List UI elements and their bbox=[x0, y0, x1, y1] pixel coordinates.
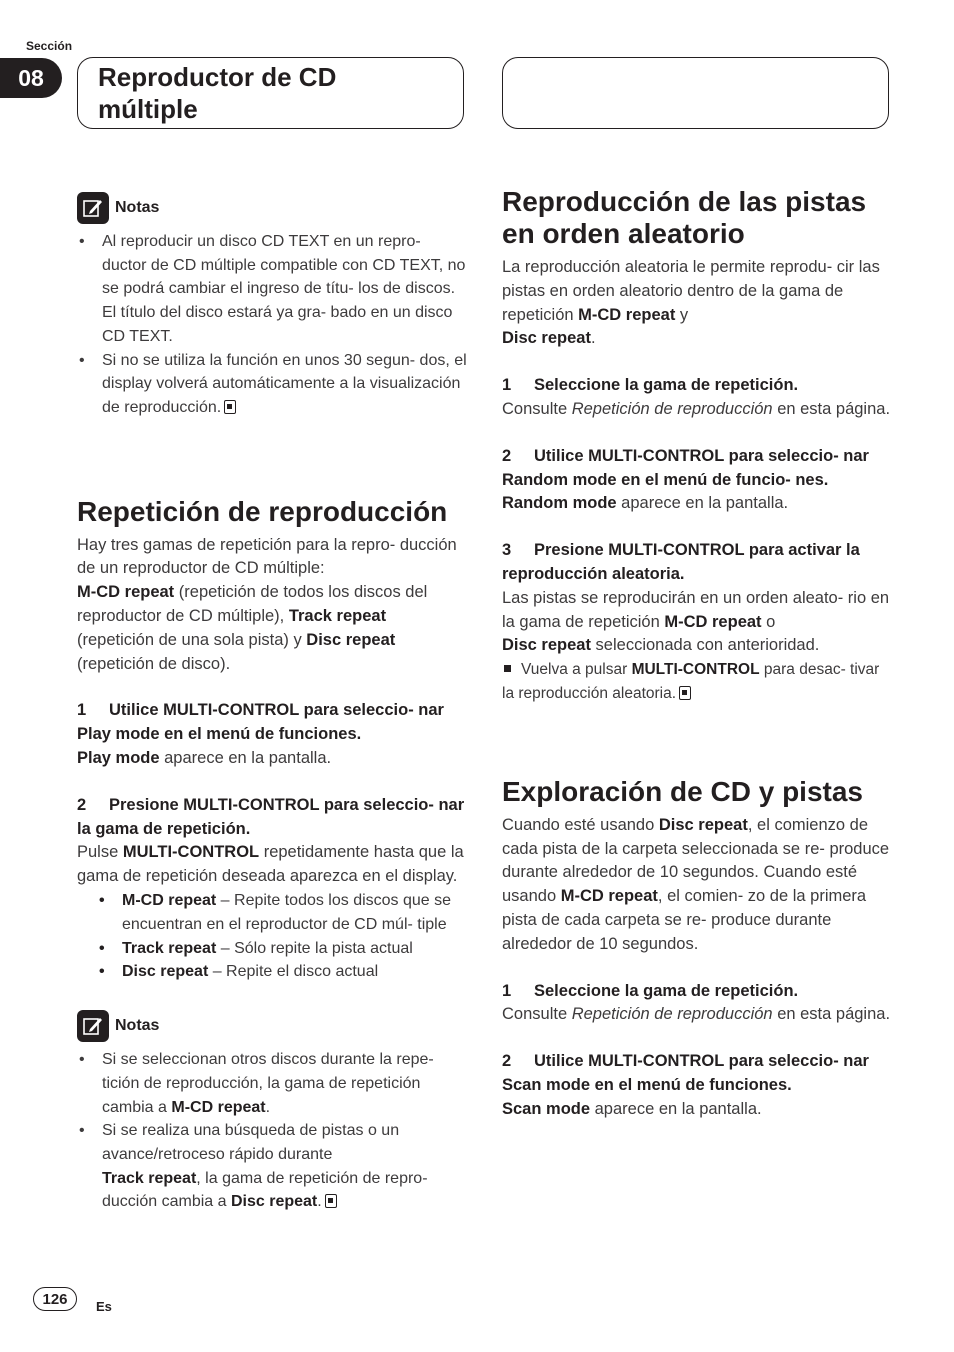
language-code: Es bbox=[96, 1299, 112, 1314]
notes-block-1 bbox=[77, 192, 467, 420]
repeat-options-list bbox=[77, 889, 467, 984]
chapter-title-box bbox=[77, 57, 464, 129]
notes-header bbox=[77, 1010, 467, 1042]
section-number-tab: 08 bbox=[0, 58, 62, 98]
step-2-text: Pulse MULTI-CONTROL repetidamente hasta que la gama de repetición deseada aparezca en el display. bbox=[77, 843, 464, 886]
note-pencil-icon bbox=[77, 192, 109, 224]
page-number: 126 bbox=[33, 1287, 77, 1311]
notes-header bbox=[77, 192, 467, 224]
step-1-result: Play mode aparece en la pantalla. bbox=[77, 749, 332, 767]
option-item: • Track repeat – Sólo repite la pista actual bbox=[77, 937, 467, 961]
header-empty-box bbox=[502, 57, 889, 129]
note-item: • Si se seleccionan otros discos durante la repe- tición de reproducción, la gama de repetición cambia a M-CD repeat. bbox=[77, 1048, 467, 1119]
step-2: 2 Utilice MULTI-CONTROL para seleccio- nar Scan mode en el menú de funciones. bbox=[502, 1052, 869, 1094]
step-2: 2 Utilice MULTI-CONTROL para seleccio- nar Random mode en el menú de funcio- nes. bbox=[502, 446, 869, 489]
left-column bbox=[77, 192, 467, 1214]
notes-block-2 bbox=[77, 1010, 467, 1214]
random-note: Vuelva a pulsar MULTI-CONTROL para desac- tivar la reproducción aleatoria. bbox=[502, 661, 880, 702]
scan-intro: Cuando esté usando Disc repeat, el comienzo de cada pista de la carpeta seleccionada se re- produce durante alrededor de 10 segundos. Cuando esté usando M-CD repeat, el comien- zo de la primera pista de cada carpeta se re- produce durante alrededor de 10 segundos. bbox=[502, 815, 890, 953]
repeat-intro: Hay tres gamas de repetición para la repro- ducción de un reproductor de CD múltiple: M-CD repeat (repetición de todos los discos del reproductor de CD múltiple), Track repeat (repetición de una sola pista) y Disc repeat (repetición de disco). bbox=[77, 535, 457, 673]
section-heading-repeat: Repetición de reproducción bbox=[77, 495, 448, 527]
notes-title: Notas bbox=[115, 199, 160, 217]
end-of-section-icon bbox=[224, 400, 236, 414]
end-of-section-icon bbox=[679, 686, 691, 700]
notes-title: Notas bbox=[115, 1017, 160, 1035]
note-item: • Si se realiza una búsqueda de pistas o un avance/retroceso rápido durante Track repeat, la gama de repetición de repro- ducción cambia a Disc repeat. bbox=[77, 1119, 467, 1214]
step-1: 1 Seleccione la gama de repetición. bbox=[502, 376, 799, 395]
note-item: • Si no se utiliza la función en unos 30 segun- dos, el display volverá automáticamente a la visualización de reproducción. bbox=[77, 349, 467, 420]
option-item: • Disc repeat – Repite el disco actual bbox=[77, 960, 467, 984]
right-column bbox=[502, 186, 892, 1122]
section-heading-scan: Exploración de CD y pistas bbox=[502, 775, 863, 807]
step-3-text: Las pistas se reproducirán en un orden aleato- rio en la gama de repetición M-CD repeat o Disc repeat seleccionada con anterioridad. bbox=[502, 588, 890, 655]
random-intro: La reproducción aleatoria le permite reprodu- cir las pistas en orden aleatorio dentro de la gama de repetición M-CD repeat y Disc repeat. bbox=[502, 258, 880, 348]
chapter-title-line2: múltiple bbox=[98, 94, 198, 124]
step-2: 2 Presione MULTI-CONTROL para seleccio- nar la gama de repetición. bbox=[77, 795, 465, 838]
step-2-result: Scan mode aparece en la pantalla. bbox=[502, 1099, 762, 1118]
step-1-text: Consulte Repetición de reproducción en esta página. bbox=[502, 1005, 891, 1024]
section-heading-random: Reproducción de las pistas en orden aleatorio bbox=[502, 186, 867, 249]
step-1: 1 Seleccione la gama de repetición. bbox=[502, 981, 799, 1000]
bullet-square-icon bbox=[504, 665, 511, 672]
end-of-section-icon bbox=[325, 1194, 337, 1208]
step-3: 3 Presione MULTI-CONTROL para activar la reproducción aleatoria. bbox=[502, 541, 860, 583]
step-1: 1 Utilice MULTI-CONTROL para seleccio- nar Play mode en el menú de funciones. bbox=[77, 701, 444, 744]
section-label: Sección bbox=[26, 39, 73, 53]
option-item: • M-CD repeat – Repite todos los discos que se encuentran en el reproductor de CD múl- tiple bbox=[77, 889, 467, 937]
step-1-text: Consulte Repetición de reproducción en esta página. bbox=[502, 399, 891, 418]
note-item: • Al reproducir un disco CD TEXT en un repro- ductor de CD múltiple compatible con CD TEXT, no se podrá cambiar el ingreso de títu- los de discos. El título del disco estará ya gra- bado en un disco CD TEXT. bbox=[77, 230, 467, 349]
step-2-result: Random mode aparece en la pantalla. bbox=[502, 494, 789, 513]
note-pencil-icon bbox=[77, 1010, 109, 1042]
chapter-title-line1: Reproductor de CD bbox=[98, 62, 337, 92]
